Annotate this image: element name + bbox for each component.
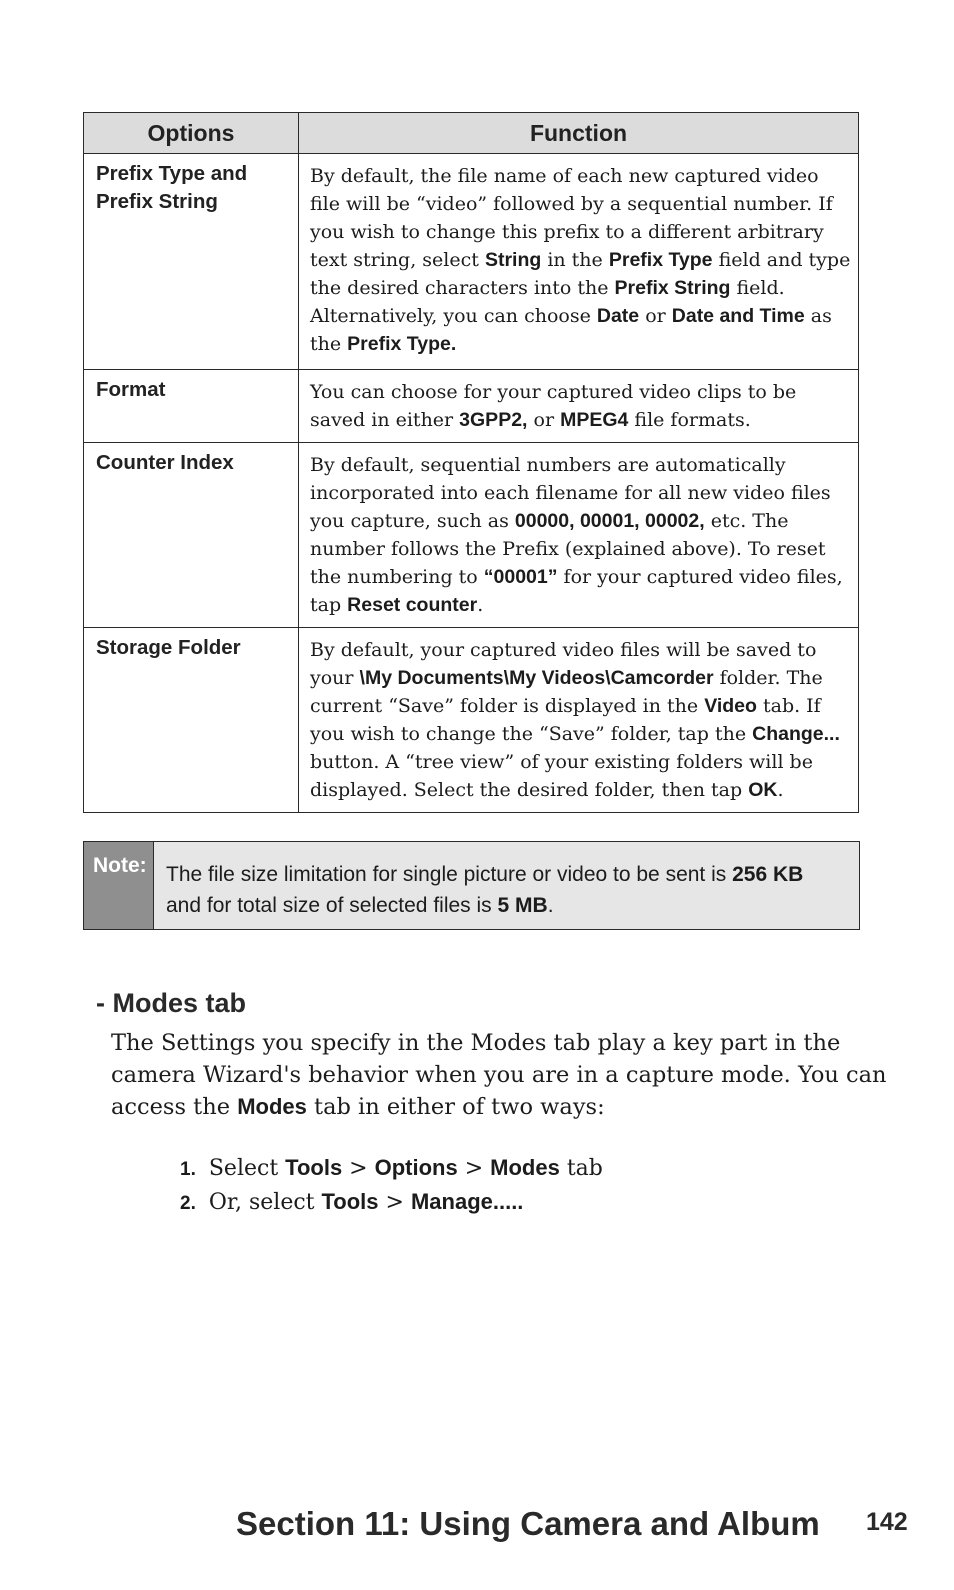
text: Select (201, 1156, 286, 1181)
ui-term: “00001” (483, 566, 558, 588)
option-name-text: Storage Folder (96, 636, 241, 659)
options-table (83, 112, 859, 813)
text: for your captured video files, tap (310, 566, 843, 616)
table-row (84, 443, 859, 628)
text: or (527, 409, 561, 431)
text: > (378, 1190, 411, 1215)
text: button. A “tree view” of your existing folders will be displayed. Select the desired folder, then tap (310, 751, 813, 801)
ui-term: Reset counter (347, 594, 478, 616)
text: > (342, 1156, 375, 1181)
text: field and type the desired characters into the (310, 249, 851, 299)
ui-term: \My Documents\My Videos\Camcorder (359, 667, 714, 689)
text: field. Alternatively, you can choose (310, 277, 785, 327)
list-item (180, 1186, 603, 1220)
ui-term: MPEG4 (560, 409, 629, 431)
ui-term: Modes (490, 1155, 560, 1180)
function-description (299, 443, 859, 628)
emphasis: 5 MB (497, 894, 548, 917)
ui-term: 3GPP2, (459, 409, 528, 431)
text: . (547, 894, 554, 917)
option-name-text: Counter Index (96, 451, 234, 474)
modes-tab-paragraph (111, 1027, 891, 1123)
ui-term: Tools (321, 1189, 379, 1214)
text: tab in either of two ways: (306, 1094, 605, 1120)
ui-term: Options (374, 1155, 458, 1180)
function-column-header: Function (299, 113, 859, 154)
ui-term: Date and Time (671, 305, 805, 327)
note-box (83, 841, 860, 930)
text: in the (541, 249, 609, 271)
ui-term: Manage..... (410, 1189, 524, 1214)
text: . (477, 594, 484, 616)
text: as the (310, 305, 832, 355)
option-name (84, 370, 299, 443)
note-label: Note: (84, 842, 154, 929)
text: etc. The number follows the Prefix (explained above). To reset the numbering to (310, 510, 826, 588)
text: and for total size of selected files is (166, 894, 498, 917)
section-title: Section 11: Using Camera and Album (236, 1505, 820, 1542)
text: The file size limitation for single picture or video to be sent is (166, 863, 733, 886)
ui-term: Modes (237, 1094, 307, 1119)
text: By default, sequential numbers are automatically incorporated into each filename for all new video files you capture, such as (310, 454, 831, 532)
ui-term: 00000, 00001, 00002, (514, 510, 705, 532)
text: By default, the file name of each new captured video file will be “video” followed by a sequential number. If you wish to change this prefix to a different arbitrary text string, select (310, 165, 833, 271)
ui-term: Date (596, 305, 640, 327)
text: The Settings you specify in the Modes tab play a key part in the camera Wizard's behavior when you are in a capture mode. You can access the (111, 1030, 887, 1120)
ui-term: Change... (752, 723, 840, 745)
ui-term: Prefix Type. (347, 333, 457, 355)
page-number: 142 (866, 1508, 908, 1536)
function-description (299, 628, 859, 813)
options-column-header: Options (84, 113, 299, 154)
steps-list (180, 1152, 603, 1220)
table-row (84, 628, 859, 813)
option-name-text: Format (96, 378, 166, 401)
option-name (84, 628, 299, 813)
ui-term: Tools (285, 1155, 343, 1180)
table-row (84, 370, 859, 443)
function-description (299, 154, 859, 370)
text: tab. If you wish to change the “Save” folder, tap the (310, 695, 821, 745)
ui-term: Video (704, 695, 757, 717)
table-header-row (84, 113, 859, 154)
text: Or, select (201, 1190, 322, 1215)
text: file formats. (628, 409, 751, 431)
step-number: 2. (180, 1193, 196, 1214)
modes-tab-heading: - Modes tab (96, 988, 247, 1018)
step-number: 1. (180, 1159, 196, 1180)
emphasis: 256 KB (732, 863, 804, 886)
function-description (299, 370, 859, 443)
table-row (84, 154, 859, 370)
option-name (84, 154, 299, 370)
text: or (639, 305, 672, 327)
text: tab (559, 1156, 603, 1181)
text: . (777, 779, 784, 801)
ui-term: String (484, 249, 542, 271)
text: folder. The current “Save” folder is displayed in the (310, 667, 823, 717)
ui-term: Prefix String (614, 277, 731, 299)
ui-term: Prefix Type (608, 249, 713, 271)
ui-term: OK (748, 779, 778, 801)
option-name (84, 443, 299, 628)
text: You can choose for your captured video clips to be saved in either (310, 381, 797, 431)
text: > (457, 1156, 491, 1181)
text: By default, your captured video files will be saved to your (310, 639, 817, 689)
list-item (180, 1152, 603, 1186)
option-name-text: Prefix Type and Prefix String (96, 162, 248, 213)
note-text (154, 842, 859, 929)
